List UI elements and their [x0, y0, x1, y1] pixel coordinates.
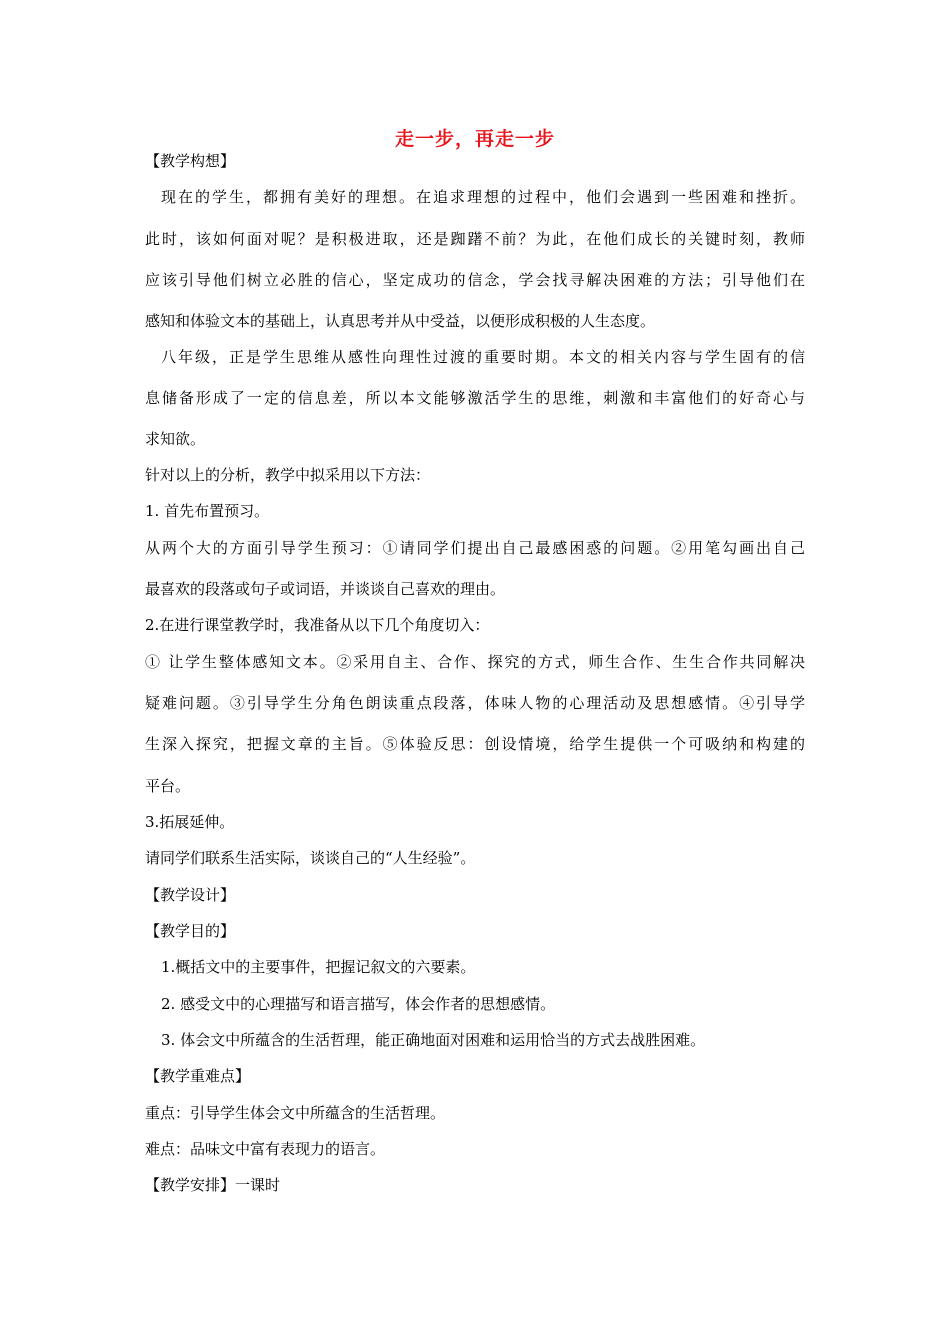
goal-item: 3. 体会文中所蕴含的生活哲理，能正确地面对困难和运用恰当的方式去战胜困难。 — [161, 1031, 706, 1049]
keypoints-heading: 【教学重难点】 — [145, 1067, 251, 1085]
keypoint-text: 重点：引导学生体会文中所蕴含的生活哲理。 — [145, 1104, 446, 1122]
goal-item: 2. 感受文中的心理描写和语言描写，体会作者的思想感情。 — [161, 995, 556, 1013]
method2-body-line: 平台。 — [145, 777, 191, 795]
concept-para2-line: 息储备形成了一定的信息差，所以本文能够激活学生的思维，刺激和丰富他们的好奇心与 — [145, 389, 805, 407]
method3-body: 请同学们联系生活实际，谈谈自己的“人生经验”。 — [145, 849, 476, 867]
concept-para1-line: 应该引导他们树立必胜的信心，坚定成功的信念，学会找寻解决困难的方法；引导他们在 — [145, 271, 805, 289]
concept-para2-line: 求知欲。 — [145, 430, 206, 448]
method2-body-line: ① 让学生整体感知文本。②采用自主、合作、探究的方式，师生合作、生生合作共同解决 — [145, 653, 805, 671]
method-intro: 针对以上的分析，教学中拟采用以下方法： — [145, 466, 431, 484]
goal-item: 1.概括文中的主要事件，把握记叙文的六要素。 — [161, 958, 476, 976]
method1-body-line: 从两个大的方面引导学生预习：①请同学们提出自己最感困惑的问题。②用笔勾画出自己 — [145, 539, 805, 557]
method2-body-line: 疑难问题。③引导学生分角色朗读重点段落，体味人物的心理活动及思想感情。④引导学 — [145, 694, 805, 712]
method3-title: 3.拓展延伸。 — [145, 813, 235, 831]
goals-heading: 【教学目的】 — [145, 922, 236, 940]
difficulty-text: 难点：品味文中富有表现力的语言。 — [145, 1140, 386, 1158]
document-title: 走一步，再走一步 — [394, 128, 555, 150]
concept-para2-line: 八年级，正是学生思维从感性向理性过渡的重要时期。本文的相关内容与学生固有的信 — [161, 348, 805, 366]
schedule-text: 【教学安排】一课时 — [145, 1176, 281, 1194]
concept-para1-line: 现在的学生，都拥有美好的理想。在追求理想的过程中，他们会遇到一些困难和挫折。 — [161, 188, 805, 206]
method1-body-line: 最喜欢的段落或句子或词语，并谈谈自己喜欢的理由。 — [145, 580, 506, 598]
concept-para1-line: 感知和体验文本的基础上，认真思考并从中受益，以便形成积极的人生态度。 — [145, 312, 656, 330]
method1-title: 1. 首先布置预习。 — [145, 502, 270, 520]
concept-heading: 【教学构想】 — [145, 152, 236, 170]
method2-body-line: 生深入探究，把握文章的主旨。⑤体验反思：创设情境，给学生提供一个可吸纳和构建的 — [145, 735, 805, 753]
concept-para1-line: 此时，该如何面对呢？是积极进取，还是踟躇不前？为此，在他们成长的关键时刻，教师 — [145, 230, 805, 248]
design-heading: 【教学设计】 — [145, 886, 236, 904]
method2-title: 2.在进行课堂教学时，我准备从以下几个角度切入： — [145, 616, 490, 634]
